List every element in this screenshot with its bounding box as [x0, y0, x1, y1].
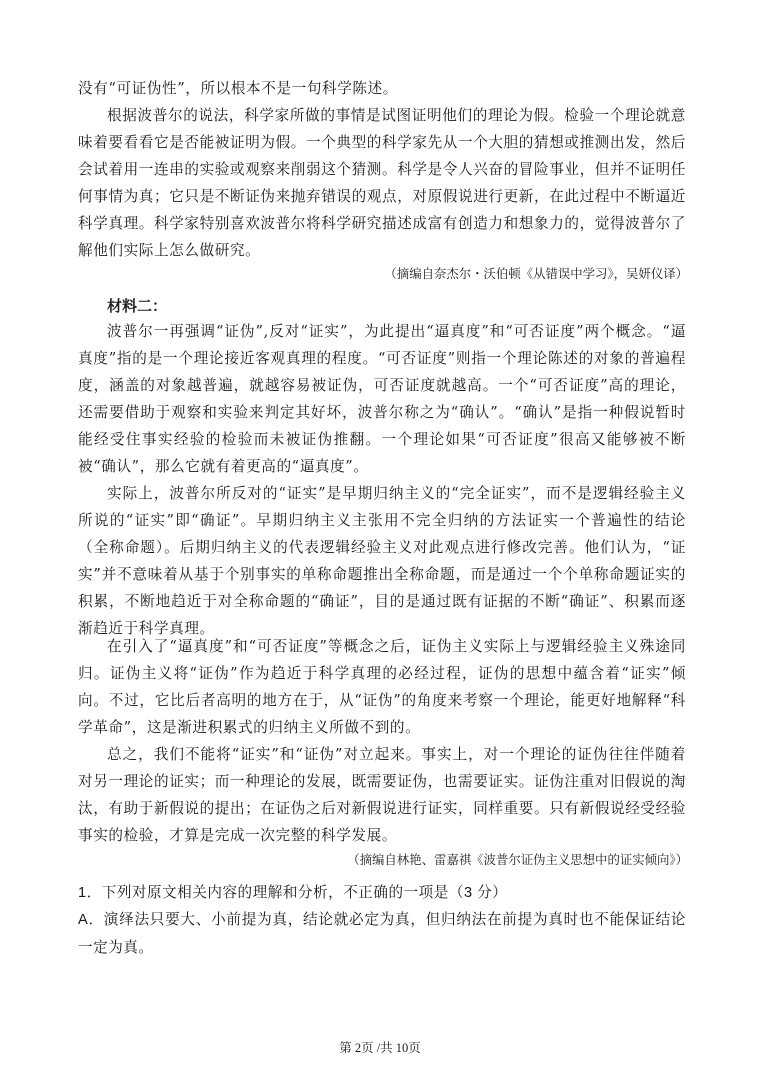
material2-citation: （摘编自林艳、雷嘉祺《波普尔证伪主义思想中的证实倾向》）: [347, 853, 688, 867]
material1-line-top: 没有“可证伪性”，所以根本不是一句科学陈述。: [78, 80, 398, 97]
material2-paragraph-1: 波普尔一再强调“证伪”,反对“证实”，为此提出“逼真度”和“可否证度”两个概念。“逼真度”指的是一个理论接近客观真理的程度。“可否证度”则指一个理论陈述的对象的普遍程度，涵盖的对象越普遍，就越容易被证伪，可否证度就越高。一个“可否证度”高的理论，还需要借助于观察和实验来判定其好坏，波普尔称之为“确认”。“确认”是指一种假说暂时能经受住事实经验的检验而未被证伪推翻。一个理论如果“可否证度”很高又能够被不断被“确认”，那么它就有着更高的“逼真度”。: [78, 323, 686, 476]
material2-paragraph-2: 实际上，波普尔所反对的“证实”是早期归纳主义的“完全证实”，而不是逻辑经验主义所说的“证实”即“确证”。早期归纳主义主张用不完全归纳的方法证实一个普遍性的结论（全称命题）。后期归纳主义的代表逻辑经验主义对此观点进行修改完善。他们认为，“证实”并不意味着从基于个别事实的单称命题推出全称命题，而是通过一个个单称命题证实的积累，不断地趋近于对全称命题的“确证”，目的是通过既有证据的不断“确证”、积累而逐渐趋近于科学真理。: [78, 485, 686, 638]
material1-citation: （摘编自奈杰尔・沃伯顿《从错误中学习》，吴妍仪译）: [384, 267, 688, 281]
question-option-a: A．演绎法只要大、小前提为真，结论就必定为真，但归纳法在前提为真时也不能保证结论一定为真。: [78, 912, 686, 956]
material1-paragraph: 根据波普尔的说法，科学家所做的事情是试图证明他们的理论为假。检验一个理论就意味着要看看它是否能被证明为假。一个典型的科学家先从一个大胆的猜想或推测出发，然后会试着用一连串的实验或观察来削弱这个猜测。科学是令人兴奋的冒险事业，但并不证明任何事情为真；它只是不断证伪来抛弃错误的观点，对原假说进行更新，在此过程中不断逼近科学真理。科学家特别喜欢波普尔将科学研究描述成富有创造力和想象力的，觉得波普尔了解他们实际上怎么做研究。: [78, 107, 686, 260]
page-footer: 第 2页 /共 10页: [339, 1041, 421, 1055]
question-stem: 1．下列对原文相关内容的理解和分析，不正确的一项是（3 分）: [78, 885, 508, 901]
material2-paragraph-3: 在引入了“逼真度”和“可否证度”等概念之后，证伪主义实际上与逻辑经验主义殊途同归。证伪主义将“证伪”作为趋近于科学真理的必经过程，证伪的思想中蕴含着“证实”倾向。不过，它比后者高明的地方在于，从“证伪”的角度来考察一个理论，能更好地解释“科学革命”，这是渐进积累式的归纳主义所做不到的。: [78, 638, 686, 737]
material2-heading: 材料二：: [107, 298, 168, 315]
material2-paragraph-4: 总之，我们不能将“证实”和“证伪”对立起来。事实上，对一个理论的证伪往往伴随着对另一理论的证实；而一种理论的发展，既需要证伪，也需要证实。证伪注重对旧假说的淘汰，有助于新假说的提出；在证伪之后对新假说进行证实，同样重要。只有新假说经受经验事实的检验，才算是完成一次完整的科学发展。: [78, 746, 686, 845]
